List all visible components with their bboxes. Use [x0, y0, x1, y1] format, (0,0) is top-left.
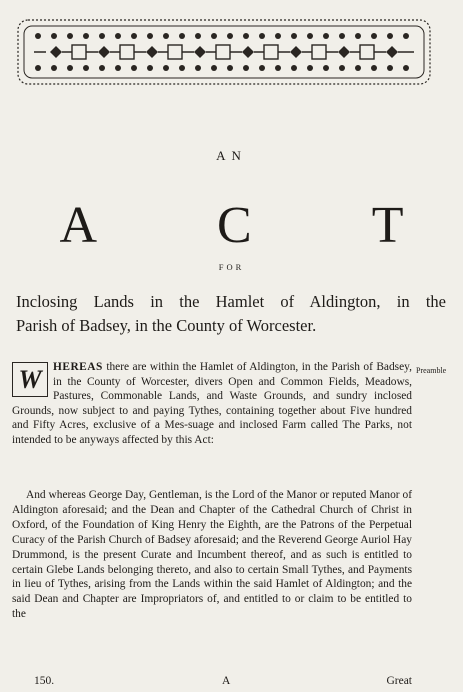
- act-subtitle: [16, 290, 446, 338]
- title-act-letter-t: T: [371, 197, 404, 254]
- folio-number: 150.: [34, 675, 55, 687]
- preamble-paragraph: [12, 360, 412, 448]
- title-for: FOR: [218, 262, 245, 272]
- subtitle-line-1: Inclosing Lands in the Hamlet of Aldington, in the: [16, 292, 446, 311]
- catchword: Great: [386, 675, 412, 687]
- title-an: AN: [216, 148, 247, 163]
- drop-cap: W: [12, 362, 48, 397]
- opening-word: HEREAS: [53, 361, 103, 373]
- ornamental-headpiece: [14, 14, 434, 90]
- preamble-text: there are within the Hamlet of Aldington, in the Parish of Badsey, in the County of Worcester, divers Open and Common Fields, Meadows, Pastures, Commonable Lands, and Waste Grounds, and sundry inclosed Grounds, now subject to and paying Tythes, containing together about Five hundred and Fifty Acres, exclusive of a Mes-suage and inclosed Farm called The Parks, not intended to be anyways affected by this Act:: [12, 361, 412, 446]
- second-paragraph: And whereas George Day, Gentleman, is the Lord of the Manor or reputed Manor of Aldington aforesaid; and the Dean and Chapter of the Cathedral Church of Christ in Oxford, of the Foundation of King Henry the Eighth, are the Patrons of the Perpetual Curacy of the Parish Church of Badsey aforesaid; and the Reverend George Auriol Hay Drummond, is the present Curate and Incumbent thereof, and as such is entitled to certain Glebe Lands belonging thereto, and also to certain Small Tythes, and Payments in lieu of Tythes, arising from the Lands within the said Hamlet of Aldington; and the said Dean and Chapter are Impropriators of, and entitled to or claim to be entitled to the: [12, 489, 412, 621]
- title-act: [0, 196, 463, 255]
- title-act-letter-a: A: [59, 197, 98, 254]
- subtitle-line-2: Parish of Badsey, in the County of Worcester.: [16, 316, 317, 335]
- signature-mark: A: [222, 675, 231, 687]
- margin-note-preamble: Preamble: [416, 366, 447, 375]
- title-act-letter-c: C: [217, 197, 252, 254]
